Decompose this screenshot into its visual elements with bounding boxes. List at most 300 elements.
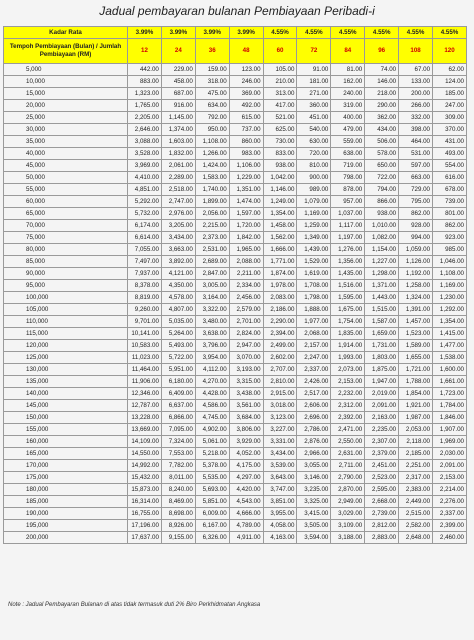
payment-cell: 2,602.00 bbox=[263, 352, 297, 364]
payment-cell: 2,499.00 bbox=[263, 340, 297, 352]
payment-cell: 1,788.00 bbox=[399, 376, 433, 388]
payment-cell: 983.00 bbox=[229, 148, 263, 160]
table-row bbox=[4, 448, 467, 460]
payment-cell: 6,409.00 bbox=[161, 388, 195, 400]
payment-cell: 4,121.00 bbox=[161, 268, 195, 280]
amount-cell: 105,000 bbox=[4, 304, 128, 316]
table-row bbox=[4, 532, 467, 544]
payment-cell: 4,058.00 bbox=[263, 520, 297, 532]
payment-cell: 4,578.00 bbox=[161, 292, 195, 304]
payment-cell: 4,586.00 bbox=[195, 400, 229, 412]
table-row bbox=[4, 220, 467, 232]
rate-cell: 4.55% bbox=[263, 27, 297, 39]
payment-cell: 3,164.00 bbox=[195, 292, 229, 304]
payment-cell: 2,211.00 bbox=[229, 268, 263, 280]
amount-cell: 40,000 bbox=[4, 148, 128, 160]
amount-cell: 175,000 bbox=[4, 472, 128, 484]
payment-cell: 1,784.00 bbox=[433, 400, 467, 412]
payment-cell: 2,883.00 bbox=[365, 532, 399, 544]
amount-cell: 135,000 bbox=[4, 376, 128, 388]
payment-cell: 3,188.00 bbox=[331, 532, 365, 544]
payment-cell: 833.00 bbox=[263, 148, 297, 160]
payment-cell: 2,056.00 bbox=[195, 208, 229, 220]
table-row bbox=[4, 364, 467, 376]
payment-cell: 650.00 bbox=[365, 160, 399, 172]
table-row bbox=[4, 232, 467, 244]
payment-cell: 1,516.00 bbox=[331, 280, 365, 292]
table-row bbox=[4, 484, 467, 496]
payment-cell: 1,197.00 bbox=[331, 232, 365, 244]
payment-cell: 2,739.00 bbox=[365, 508, 399, 520]
payment-cell: 2,205.00 bbox=[128, 112, 162, 124]
payment-cell: 862.00 bbox=[399, 208, 433, 220]
payment-cell: 2,824.00 bbox=[229, 328, 263, 340]
payment-cell: 1,832.00 bbox=[161, 148, 195, 160]
payment-cell: 2,392.00 bbox=[331, 412, 365, 424]
amount-cell: 80,000 bbox=[4, 244, 128, 256]
payment-cell: 1,523.00 bbox=[399, 328, 433, 340]
payment-cell: 3,929.00 bbox=[229, 436, 263, 448]
payment-cell: 900.00 bbox=[297, 172, 331, 184]
payment-cell: 2,373.00 bbox=[195, 232, 229, 244]
payment-cell: 2,847.00 bbox=[195, 268, 229, 280]
amount-cell: 195,000 bbox=[4, 520, 128, 532]
rate-cell: 4.55% bbox=[433, 27, 467, 39]
payment-cell: 475.00 bbox=[195, 88, 229, 100]
amount-cell: 10,000 bbox=[4, 76, 128, 88]
payment-cell: 3,070.00 bbox=[229, 352, 263, 364]
payment-cell: 9,260.00 bbox=[128, 304, 162, 316]
table-row bbox=[4, 412, 467, 424]
payment-cell: 994.00 bbox=[399, 232, 433, 244]
payment-cell: 360.00 bbox=[297, 100, 331, 112]
payment-cell: 451.00 bbox=[297, 112, 331, 124]
table-row bbox=[4, 460, 467, 472]
table-row bbox=[4, 316, 467, 328]
payment-cell: 5,292.00 bbox=[128, 196, 162, 208]
payment-cell: 2,337.00 bbox=[297, 364, 331, 376]
amount-cell: 25,000 bbox=[4, 112, 128, 124]
payment-cell: 67.00 bbox=[399, 64, 433, 76]
payment-cell: 2,949.00 bbox=[331, 496, 365, 508]
table-row bbox=[4, 520, 467, 532]
payment-cell: 792.00 bbox=[195, 112, 229, 124]
payment-cell: 1,169.00 bbox=[297, 208, 331, 220]
payment-cell: 1,477.00 bbox=[433, 340, 467, 352]
table-row bbox=[4, 256, 467, 268]
payment-cell: 2,334.00 bbox=[229, 280, 263, 292]
payment-cell: 271.00 bbox=[297, 88, 331, 100]
payment-cell: 2,383.00 bbox=[399, 484, 433, 496]
payment-cell: 2,091.00 bbox=[433, 460, 467, 472]
amount-cell: 70,000 bbox=[4, 220, 128, 232]
table-body bbox=[4, 27, 467, 544]
payment-cell: 7,553.00 bbox=[161, 448, 195, 460]
payment-cell: 11,023.00 bbox=[128, 352, 162, 364]
table-row bbox=[4, 268, 467, 280]
payment-cell: 2,550.00 bbox=[331, 436, 365, 448]
amount-cell: 20,000 bbox=[4, 100, 128, 112]
payment-cell: 210.00 bbox=[263, 76, 297, 88]
payment-cell: 1,835.00 bbox=[331, 328, 365, 340]
payment-cell: 3,684.00 bbox=[229, 412, 263, 424]
payment-cell: 398.00 bbox=[399, 124, 433, 136]
payment-cell: 4,112.00 bbox=[195, 364, 229, 376]
payment-cell: 916.00 bbox=[161, 100, 195, 112]
payment-cell: 1,583.00 bbox=[195, 172, 229, 184]
payment-cell: 8,819.00 bbox=[128, 292, 162, 304]
payment-cell: 3,315.00 bbox=[229, 376, 263, 388]
payment-cell: 883.00 bbox=[128, 76, 162, 88]
payment-cell: 8,240.00 bbox=[161, 484, 195, 496]
payment-cell: 479.00 bbox=[331, 124, 365, 136]
payment-cell: 4,175.00 bbox=[229, 460, 263, 472]
payment-cell: 1,854.00 bbox=[399, 388, 433, 400]
payment-cell: 3,747.00 bbox=[263, 484, 297, 496]
payment-cell: 795.00 bbox=[399, 196, 433, 208]
payment-cell: 678.00 bbox=[433, 184, 467, 196]
payment-cell: 1,888.00 bbox=[297, 304, 331, 316]
payment-cell: 7,497.00 bbox=[128, 256, 162, 268]
payment-cell: 7,782.00 bbox=[161, 460, 195, 472]
payment-cell: 3,325.00 bbox=[297, 496, 331, 508]
payment-cell: 2,053.00 bbox=[399, 424, 433, 436]
payment-cell: 7,937.00 bbox=[128, 268, 162, 280]
payment-cell: 1,875.00 bbox=[365, 364, 399, 376]
payment-cell: 2,163.00 bbox=[365, 412, 399, 424]
rate-cell: 3.99% bbox=[161, 27, 195, 39]
payment-cell: 5,732.00 bbox=[128, 208, 162, 220]
table-row bbox=[4, 388, 467, 400]
payment-cell: 1,126.00 bbox=[399, 256, 433, 268]
payment-cell: 91.00 bbox=[297, 64, 331, 76]
table-row bbox=[4, 424, 467, 436]
payment-cell: 14,550.00 bbox=[128, 448, 162, 460]
payment-cell: 860.00 bbox=[229, 136, 263, 148]
payment-cell: 521.00 bbox=[263, 112, 297, 124]
payment-cell: 3,205.00 bbox=[161, 220, 195, 232]
payment-cell: 11,906.00 bbox=[128, 376, 162, 388]
payment-cell: 4,789.00 bbox=[229, 520, 263, 532]
payment-cell: 7,324.00 bbox=[161, 436, 195, 448]
payment-cell: 5,264.00 bbox=[161, 328, 195, 340]
payment-cell: 442.00 bbox=[128, 64, 162, 76]
table-row bbox=[4, 136, 467, 148]
payment-cell: 878.00 bbox=[331, 184, 365, 196]
table-row bbox=[4, 508, 467, 520]
payment-cell: 370.00 bbox=[433, 124, 467, 136]
payment-cell: 2,337.00 bbox=[433, 508, 467, 520]
payment-cell: 2,689.00 bbox=[195, 256, 229, 268]
payment-cell: 9,701.00 bbox=[128, 316, 162, 328]
amount-cell: 140,000 bbox=[4, 388, 128, 400]
payment-cell: 1,276.00 bbox=[331, 244, 365, 256]
payment-cell: 2,289.00 bbox=[161, 172, 195, 184]
amount-cell: 125,000 bbox=[4, 352, 128, 364]
payment-cell: 4,543.00 bbox=[229, 496, 263, 508]
payment-cell: 4,052.00 bbox=[229, 448, 263, 460]
payment-cell: 2,215.00 bbox=[195, 220, 229, 232]
amount-cell: 45,000 bbox=[4, 160, 128, 172]
footnote: Note : Jadual Pembayaran Bulanan di atas tidak termasuk duti 2% Biro Perkhidmatan Angkasa bbox=[8, 602, 261, 608]
amount-cell: 95,000 bbox=[4, 280, 128, 292]
payment-cell: 3,643.00 bbox=[263, 472, 297, 484]
amount-cell: 100,000 bbox=[4, 292, 128, 304]
payment-cell: 8,926.00 bbox=[161, 520, 195, 532]
payment-cell: 1,079.00 bbox=[297, 196, 331, 208]
payment-cell: 1,169.00 bbox=[433, 280, 467, 292]
table-row bbox=[4, 88, 467, 100]
table-row bbox=[4, 352, 467, 364]
payment-cell: 3,415.00 bbox=[297, 508, 331, 520]
payment-cell: 13,228.00 bbox=[128, 412, 162, 424]
payment-cell: 4,270.00 bbox=[195, 376, 229, 388]
payment-cell: 2,631.00 bbox=[331, 448, 365, 460]
payment-cell: 17,196.00 bbox=[128, 520, 162, 532]
payment-cell: 3,969.00 bbox=[128, 160, 162, 172]
payment-cell: 2,515.00 bbox=[399, 508, 433, 520]
payment-cell: 493.00 bbox=[433, 148, 467, 160]
amount-cell: 145,000 bbox=[4, 400, 128, 412]
payment-cell: 722.00 bbox=[365, 172, 399, 184]
payment-cell: 4,350.00 bbox=[161, 280, 195, 292]
payment-cell: 1,323.00 bbox=[128, 88, 162, 100]
table-row bbox=[4, 340, 467, 352]
amount-cell: 165,000 bbox=[4, 448, 128, 460]
payment-cell: 1,655.00 bbox=[399, 352, 433, 364]
payment-cell: 14,109.00 bbox=[128, 436, 162, 448]
payment-cell: 2,091.00 bbox=[365, 400, 399, 412]
payment-cell: 2,747.00 bbox=[161, 196, 195, 208]
payment-cell: 6,167.00 bbox=[195, 520, 229, 532]
payment-cell: 10,141.00 bbox=[128, 328, 162, 340]
amount-cell: 60,000 bbox=[4, 196, 128, 208]
payment-cell: 1,415.00 bbox=[433, 328, 467, 340]
tenure-cell: 108 bbox=[399, 39, 433, 64]
payment-cell: 1,921.00 bbox=[399, 400, 433, 412]
payment-cell: 12,346.00 bbox=[128, 388, 162, 400]
payment-cell: 3,954.00 bbox=[195, 352, 229, 364]
payment-cell: 2,307.00 bbox=[365, 436, 399, 448]
payment-cell: 1,874.00 bbox=[263, 268, 297, 280]
payment-cell: 400.00 bbox=[331, 112, 365, 124]
payment-cell: 181.00 bbox=[297, 76, 331, 88]
payment-cell: 417.00 bbox=[263, 100, 297, 112]
payment-cell: 81.00 bbox=[331, 64, 365, 76]
payment-cell: 1,947.00 bbox=[365, 376, 399, 388]
payment-cell: 1,042.00 bbox=[263, 172, 297, 184]
payment-cell: 133.00 bbox=[399, 76, 433, 88]
payment-cell: 17,637.00 bbox=[128, 532, 162, 544]
payment-cell: 1,230.00 bbox=[433, 292, 467, 304]
payment-cell: 3,088.00 bbox=[128, 136, 162, 148]
payment-cell: 625.00 bbox=[263, 124, 297, 136]
payment-cell: 1,391.00 bbox=[399, 304, 433, 316]
payment-cell: 554.00 bbox=[433, 160, 467, 172]
payment-cell: 2,073.00 bbox=[331, 364, 365, 376]
payment-cell: 1,354.00 bbox=[433, 316, 467, 328]
table-row bbox=[4, 196, 467, 208]
payment-cell: 2,711.00 bbox=[331, 460, 365, 472]
payment-cell: 6,614.00 bbox=[128, 232, 162, 244]
payment-cell: 4,410.00 bbox=[128, 172, 162, 184]
payment-cell: 1,987.00 bbox=[399, 412, 433, 424]
amount-cell: 190,000 bbox=[4, 508, 128, 520]
payment-cell: 2,232.00 bbox=[331, 388, 365, 400]
payment-cell: 123.00 bbox=[229, 64, 263, 76]
payment-cell: 3,055.00 bbox=[297, 460, 331, 472]
payment-cell: 2,646.00 bbox=[128, 124, 162, 136]
payment-cell: 2,812.00 bbox=[365, 520, 399, 532]
payment-cell: 1,619.00 bbox=[297, 268, 331, 280]
tenure-label: Tempoh Pembiayaan (Bulan) / Jumlah Pembiayaan (RM) bbox=[4, 39, 128, 64]
payment-cell: 5,378.00 bbox=[195, 460, 229, 472]
amount-cell: 160,000 bbox=[4, 436, 128, 448]
amount-cell: 130,000 bbox=[4, 364, 128, 376]
tenure-header-row bbox=[4, 39, 467, 64]
payment-cell: 3,955.00 bbox=[263, 508, 297, 520]
payment-cell: 290.00 bbox=[365, 100, 399, 112]
payment-cell: 313.00 bbox=[263, 88, 297, 100]
payment-cell: 362.00 bbox=[365, 112, 399, 124]
payment-cell: 4,297.00 bbox=[229, 472, 263, 484]
payment-cell: 1,666.00 bbox=[263, 244, 297, 256]
payment-cell: 1,292.00 bbox=[433, 304, 467, 316]
payment-cell: 2,707.00 bbox=[263, 364, 297, 376]
payment-cell: 13,669.00 bbox=[128, 424, 162, 436]
payment-cell: 1,731.00 bbox=[365, 340, 399, 352]
payment-cell: 3,235.00 bbox=[297, 484, 331, 496]
payment-cell: 318.00 bbox=[195, 76, 229, 88]
amount-cell: 65,000 bbox=[4, 208, 128, 220]
payment-cell: 1,659.00 bbox=[365, 328, 399, 340]
table-row bbox=[4, 304, 467, 316]
payment-cell: 6,180.00 bbox=[161, 376, 195, 388]
payment-cell: 5,851.00 bbox=[195, 496, 229, 508]
payment-cell: 246.00 bbox=[229, 76, 263, 88]
payment-cell: 630.00 bbox=[297, 136, 331, 148]
payment-cell: 5,493.00 bbox=[161, 340, 195, 352]
payment-cell: 6,174.00 bbox=[128, 220, 162, 232]
payment-schedule-table bbox=[3, 26, 467, 544]
payment-cell: 3,594.00 bbox=[297, 532, 331, 544]
tenure-cell: 60 bbox=[263, 39, 297, 64]
payment-cell: 1,356.00 bbox=[331, 256, 365, 268]
payment-cell: 1,229.00 bbox=[229, 172, 263, 184]
payment-cell: 5,535.00 bbox=[195, 472, 229, 484]
payment-cell: 5,951.00 bbox=[161, 364, 195, 376]
table-row bbox=[4, 328, 467, 340]
payment-cell: 798.00 bbox=[331, 172, 365, 184]
payment-cell: 159.00 bbox=[195, 64, 229, 76]
payment-cell: 2,185.00 bbox=[399, 448, 433, 460]
payment-cell: 464.00 bbox=[399, 136, 433, 148]
rate-label: Kadar Rata bbox=[4, 27, 128, 39]
payment-cell: 597.00 bbox=[399, 160, 433, 172]
payment-cell: 1,515.00 bbox=[365, 304, 399, 316]
payment-cell: 3,638.00 bbox=[195, 328, 229, 340]
payment-cell: 4,420.00 bbox=[229, 484, 263, 496]
payment-cell: 1,458.00 bbox=[263, 220, 297, 232]
payment-cell: 1,754.00 bbox=[331, 316, 365, 328]
payment-cell: 1,771.00 bbox=[263, 256, 297, 268]
payment-cell: 3,109.00 bbox=[331, 520, 365, 532]
payment-cell: 2,426.00 bbox=[297, 376, 331, 388]
payment-cell: 8,698.00 bbox=[161, 508, 195, 520]
payment-cell: 4,745.00 bbox=[195, 412, 229, 424]
payment-cell: 2,449.00 bbox=[399, 496, 433, 508]
payment-cell: 2,312.00 bbox=[331, 400, 365, 412]
tenure-cell: 24 bbox=[161, 39, 195, 64]
payment-cell: 506.00 bbox=[365, 136, 399, 148]
payment-cell: 1,351.00 bbox=[229, 184, 263, 196]
table-row bbox=[4, 244, 467, 256]
payment-cell: 2,786.00 bbox=[297, 424, 331, 436]
table-row bbox=[4, 436, 467, 448]
payment-cell: 4,807.00 bbox=[161, 304, 195, 316]
payment-cell: 540.00 bbox=[297, 124, 331, 136]
table-row bbox=[4, 100, 467, 112]
payment-cell: 1,146.00 bbox=[263, 184, 297, 196]
payment-cell: 11,464.00 bbox=[128, 364, 162, 376]
table-row bbox=[4, 76, 467, 88]
payment-cell: 2,870.00 bbox=[331, 484, 365, 496]
payment-cell: 1,145.00 bbox=[161, 112, 195, 124]
payment-cell: 5,061.00 bbox=[195, 436, 229, 448]
payment-cell: 730.00 bbox=[263, 136, 297, 148]
payment-cell: 2,531.00 bbox=[195, 244, 229, 256]
payment-cell: 1,969.00 bbox=[433, 436, 467, 448]
table-row bbox=[4, 208, 467, 220]
payment-cell: 1,914.00 bbox=[331, 340, 365, 352]
payment-cell: 5,722.00 bbox=[161, 352, 195, 364]
payment-cell: 2,701.00 bbox=[229, 316, 263, 328]
payment-cell: 3,806.00 bbox=[229, 424, 263, 436]
amount-cell: 35,000 bbox=[4, 136, 128, 148]
payment-cell: 3,480.00 bbox=[195, 316, 229, 328]
payment-cell: 4,163.00 bbox=[263, 532, 297, 544]
payment-cell: 1,661.00 bbox=[433, 376, 467, 388]
payment-cell: 8,011.00 bbox=[161, 472, 195, 484]
payment-cell: 2,394.00 bbox=[263, 328, 297, 340]
payment-cell: 739.00 bbox=[433, 196, 467, 208]
payment-cell: 1,538.00 bbox=[433, 352, 467, 364]
payment-cell: 2,947.00 bbox=[229, 340, 263, 352]
payment-cell: 559.00 bbox=[331, 136, 365, 148]
payment-cell: 2,696.00 bbox=[297, 412, 331, 424]
amount-cell: 110,000 bbox=[4, 316, 128, 328]
payment-cell: 2,399.00 bbox=[433, 520, 467, 532]
payment-cell: 862.00 bbox=[433, 220, 467, 232]
tenure-cell: 84 bbox=[331, 39, 365, 64]
payment-cell: 1,108.00 bbox=[433, 268, 467, 280]
payment-cell: 1,435.00 bbox=[331, 268, 365, 280]
payment-cell: 3,331.00 bbox=[263, 436, 297, 448]
payment-cell: 923.00 bbox=[433, 232, 467, 244]
payment-cell: 162.00 bbox=[331, 76, 365, 88]
payment-cell: 1,993.00 bbox=[331, 352, 365, 364]
payment-cell: 737.00 bbox=[229, 124, 263, 136]
payment-cell: 309.00 bbox=[433, 112, 467, 124]
payment-cell: 1,562.00 bbox=[263, 232, 297, 244]
payment-cell: 4,851.00 bbox=[128, 184, 162, 196]
amount-cell: 15,000 bbox=[4, 88, 128, 100]
payment-cell: 2,088.00 bbox=[229, 256, 263, 268]
payment-cell: 1,298.00 bbox=[365, 268, 399, 280]
payment-cell: 1,740.00 bbox=[195, 184, 229, 196]
amount-cell: 50,000 bbox=[4, 172, 128, 184]
amount-cell: 90,000 bbox=[4, 268, 128, 280]
